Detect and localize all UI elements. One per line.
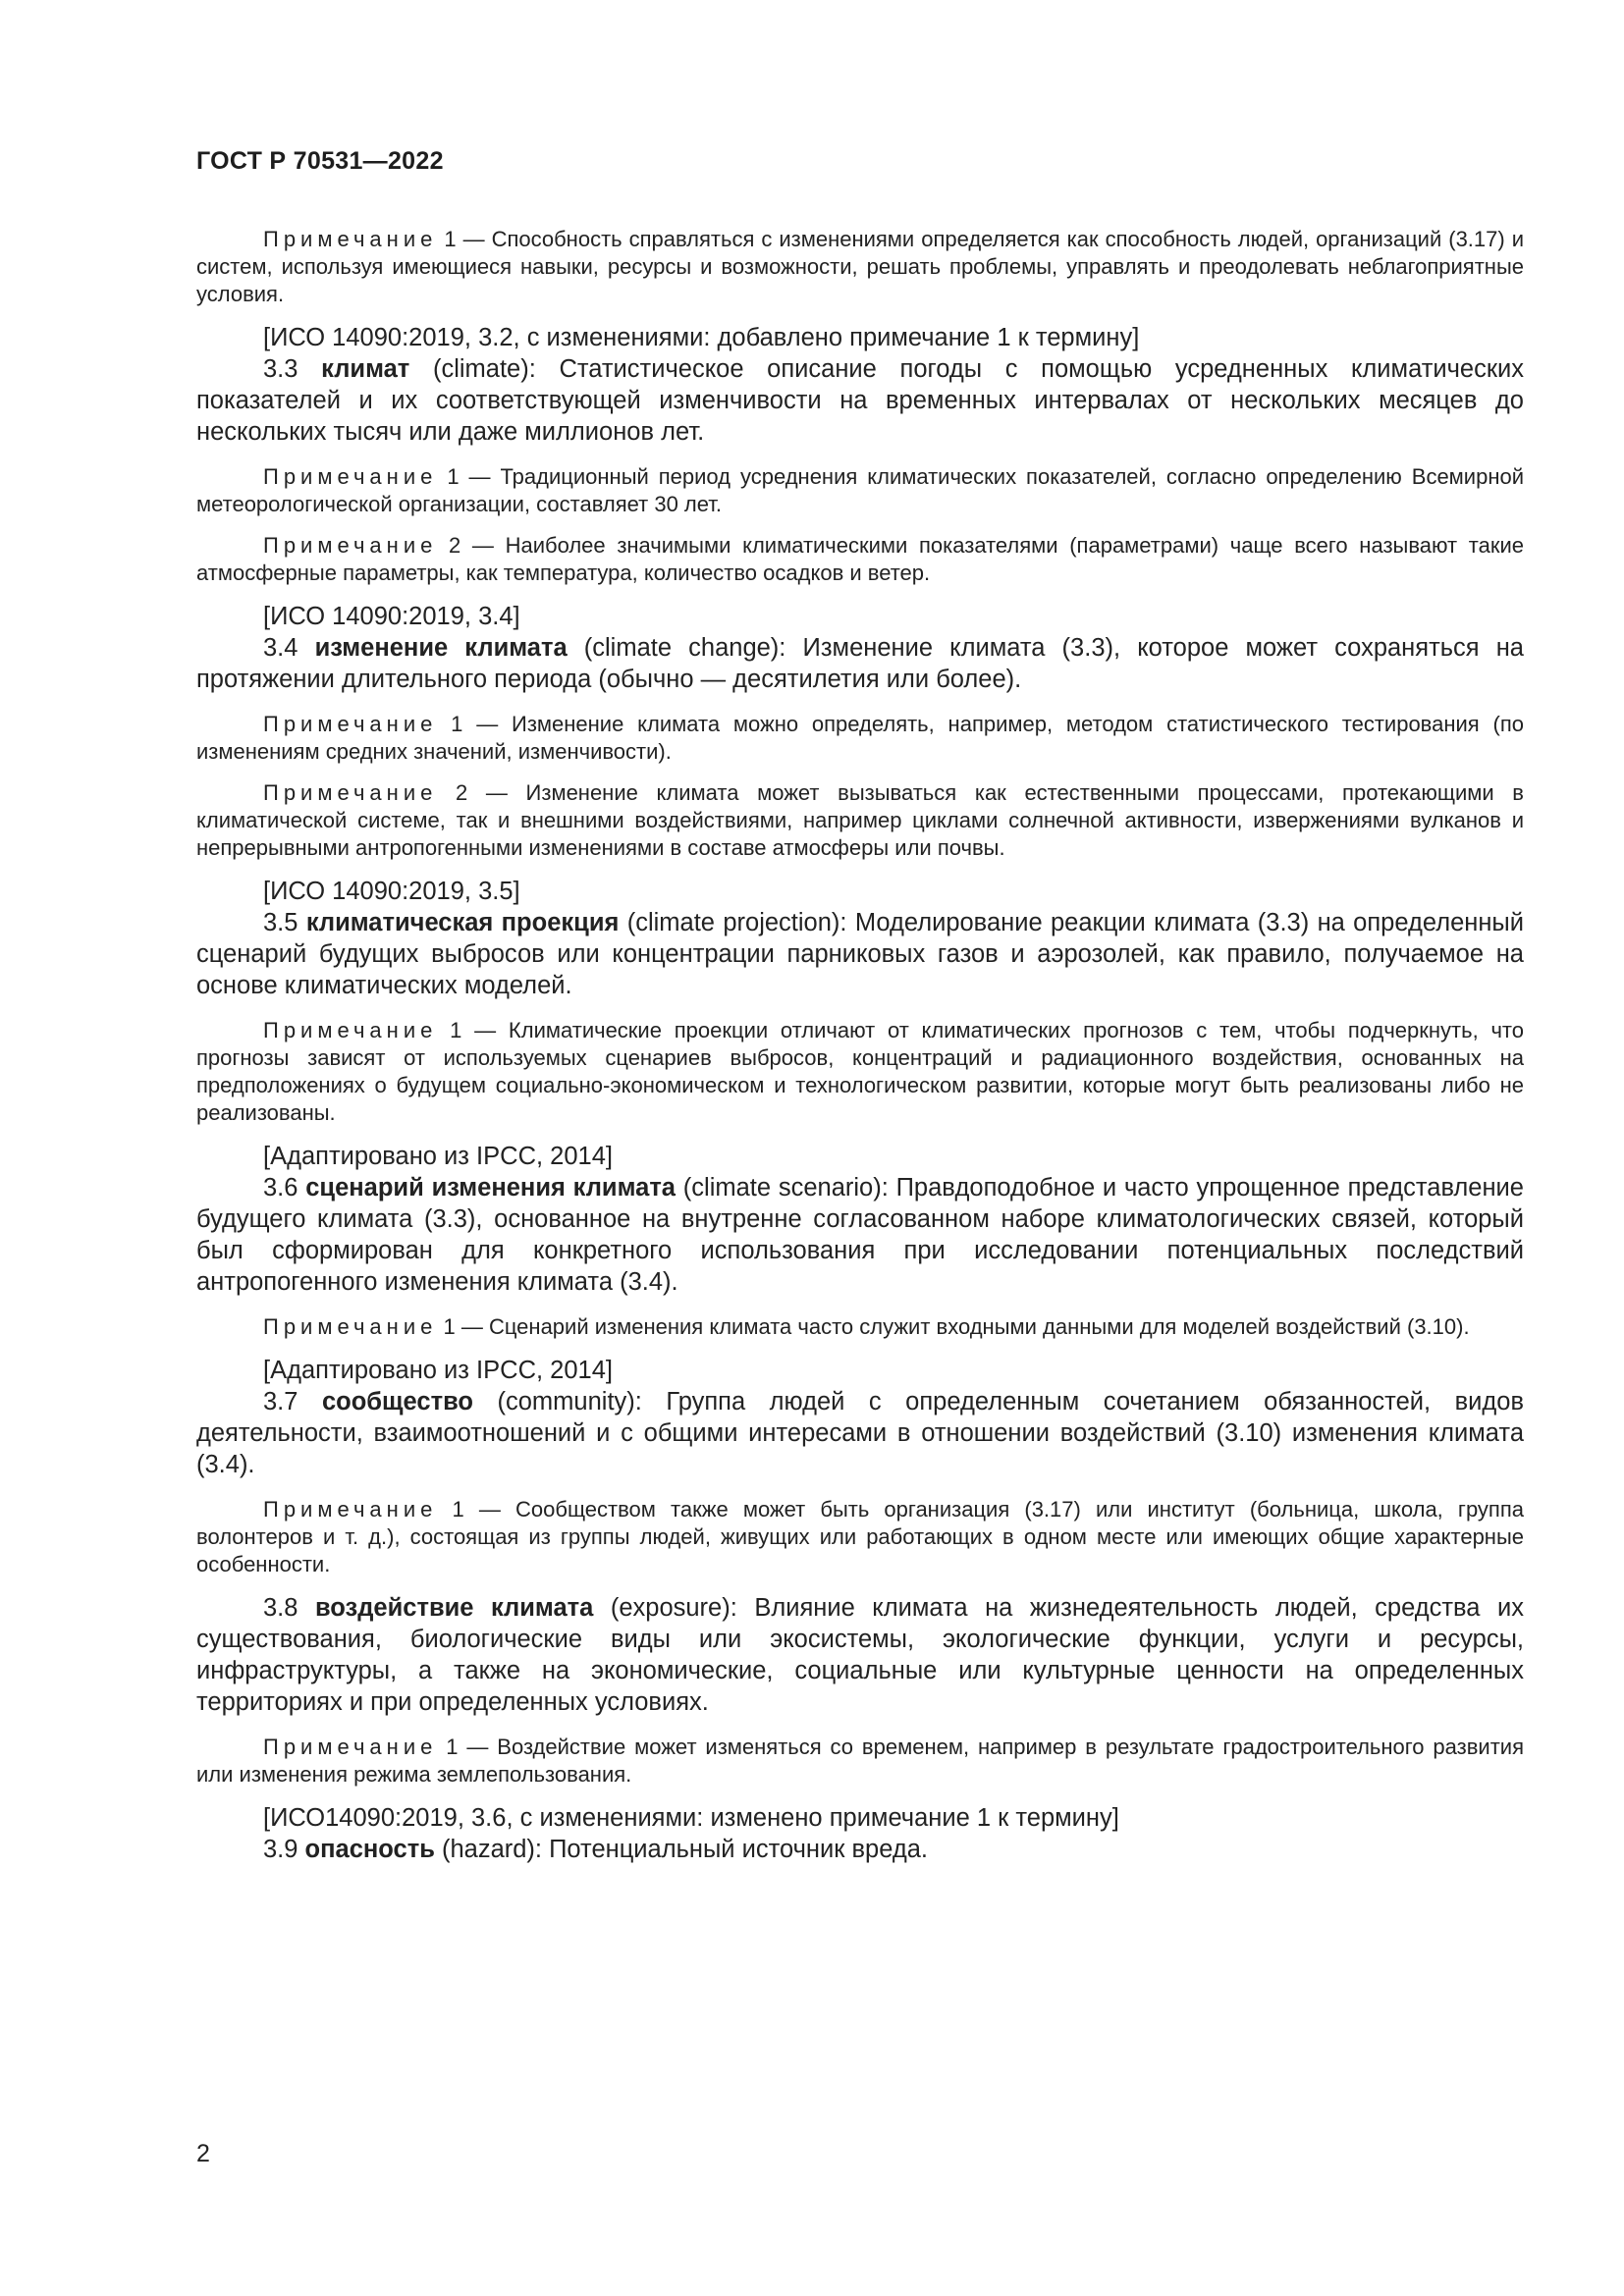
note-label: Примечание [263,1497,438,1522]
term-3-7: 3.7 сообщество (community): Группа людей с определенным сочетанием обязанностей, видов деятельности, взаимоотношений и с общими интересами в отношении воздействий (3.10) изменения климата (3.4). [196,1388,1524,1478]
note-label: Примечание [263,1314,438,1339]
reference-ipcc-1: [Адаптировано из IPCC, 2014] [263,1143,613,1170]
reference-3-4: [ИСО 14090:2019, 3.4] [263,603,520,630]
term-3-3: 3.3 климат (climate): Статистическое описание погоды с помощью усредненных климатических показателей и их соответствующей изменчивости на временных интервалах от нескольких месяцев до нескольких тысяч или даже миллионов лет. [196,355,1524,446]
note-change-2: Примечание 2 — Изменение климата может вызываться как естественными процессами, протекающими в климатической системе, так и внешними воздействиями, например циклами солнечной активности, извержениями вулканов и непрерывными антропогенными изменениями в составе атмосферы или почвы. [196,780,1524,860]
note-projection-1: Примечание 1 — Климатические проекции отличают от климатических прогнозов с тем, чтобы подчеркнуть, что прогнозы зависят от используемых сценариев выбросов, концентраций и радиационного воздействия, основанных на предположениях о будущем социально-экономическом и технологическом развитии, которые могут быть реализованы либо не реализованы. [196,1018,1524,1125]
note-exposure-1: Примечание 1 — Воздействие может изменяться со временем, например в результате градостроительного развития или изменения режима землепользования. [196,1735,1524,1787]
term-3-8: 3.8 воздействие климата (exposure): Влияние климата на жизнедеятельность людей, средства их существования, биологические виды или экосистемы, экологические функции, услуги и ресурсы, инфраструктуры, а также на экономические, социальные или культурные ценности на определенных территориях и при определенных условиях. [196,1594,1524,1716]
note-label: Примечание [263,533,438,558]
document-header: ГОСТ Р 70531—2022 [196,147,444,175]
note-label: Примечание [263,780,438,805]
note-climate-1: Примечание 1 — Традиционный период усреднения климатических показателей, согласно определению Всемирной метеорологической организации, составляет 30 лет. [196,464,1524,516]
term-3-9: 3.9 опасность (hazard): Потенциальный источник вреда. [263,1836,928,1863]
page-number: 2 [196,2140,210,2167]
reference-3-6: [ИСО14090:2019, 3.6, с изменениями: изменено примечание 1 к термину] [263,1804,1119,1832]
term-3-4: 3.4 изменение климата (climate change): Изменение климата (3.3), которое может сохраняться на протяжении длительного периода (обычно — десятилетия или более). [196,634,1524,693]
term-3-6: 3.6 сценарий изменения климата (climate scenario): Правдоподобное и часто упрощенное представление будущего климата (3.3), основанное на внутренне согласованном наборе климатологических связей, который был сформирован для конкретного использования при исследовании потенциальных последствий антропогенного изменения климата (3.4). [196,1174,1524,1296]
term-title: изменение климата [314,634,568,662]
note-label: Примечание [263,712,438,736]
term-3-5: 3.5 климатическая проекция (climate projection): Моделирование реакции климата (3.3) на определенный сценарий будущих выбросов или концентрации парниковых газов и аэрозолей, как правило, получаемое на основе климатических моделей. [196,909,1524,999]
term-title: воздействие климата [314,1594,594,1622]
reference-3-5: [ИСО 14090:2019, 3.5] [263,878,520,905]
term-title: сообщество [321,1388,473,1415]
note-label: Примечание [263,227,438,251]
note-capacity-1: Примечание 1 — Способность справляться с изменениями определяется как способность людей, организаций (3.17) и систем, используя имеющиеся навыки, ресурсы и возможности, решать проблемы, управлять и преодолевать неблагоприятные условия. [196,227,1524,306]
note-scenario-1: Примечание 1 — Сценарий изменения климата часто служит входными данными для моделей воздействий (3.10). [263,1314,1470,1339]
note-label: Примечание [263,464,438,489]
note-label: Примечание [263,1735,438,1759]
note-change-1: Примечание 1 — Изменение климата можно определять, например, методом статистического тестирования (по изменениям средних значений, изменчивости). [196,712,1524,764]
term-title: опасность [304,1836,435,1863]
term-title: климат [321,355,410,383]
term-title: сценарий изменения климата [305,1174,676,1201]
page-content [196,226,1524,1865]
note-label: Примечание [263,1018,438,1042]
term-title: климатическая проекция [305,909,620,936]
reference-ipcc-2: [Адаптировано из IPCC, 2014] [263,1357,613,1384]
note-community-1: Примечание 1 — Сообществом также может быть организация (3.17) или институт (больница, школа, группа волонтеров и т. д.), состоящая из группы людей, живущих или работающих в одном месте или имеющих общие характерные особенности. [196,1497,1524,1576]
note-climate-2: Примечание 2 — Наиболее значимыми климатическими показателями (параметрами) чаще всего называют такие атмосферные параметры, как температура, количество осадков и ветер. [196,533,1524,585]
reference-3-2: [ИСО 14090:2019, 3.2, с изменениями: добавлено примечание 1 к термину] [263,324,1140,351]
